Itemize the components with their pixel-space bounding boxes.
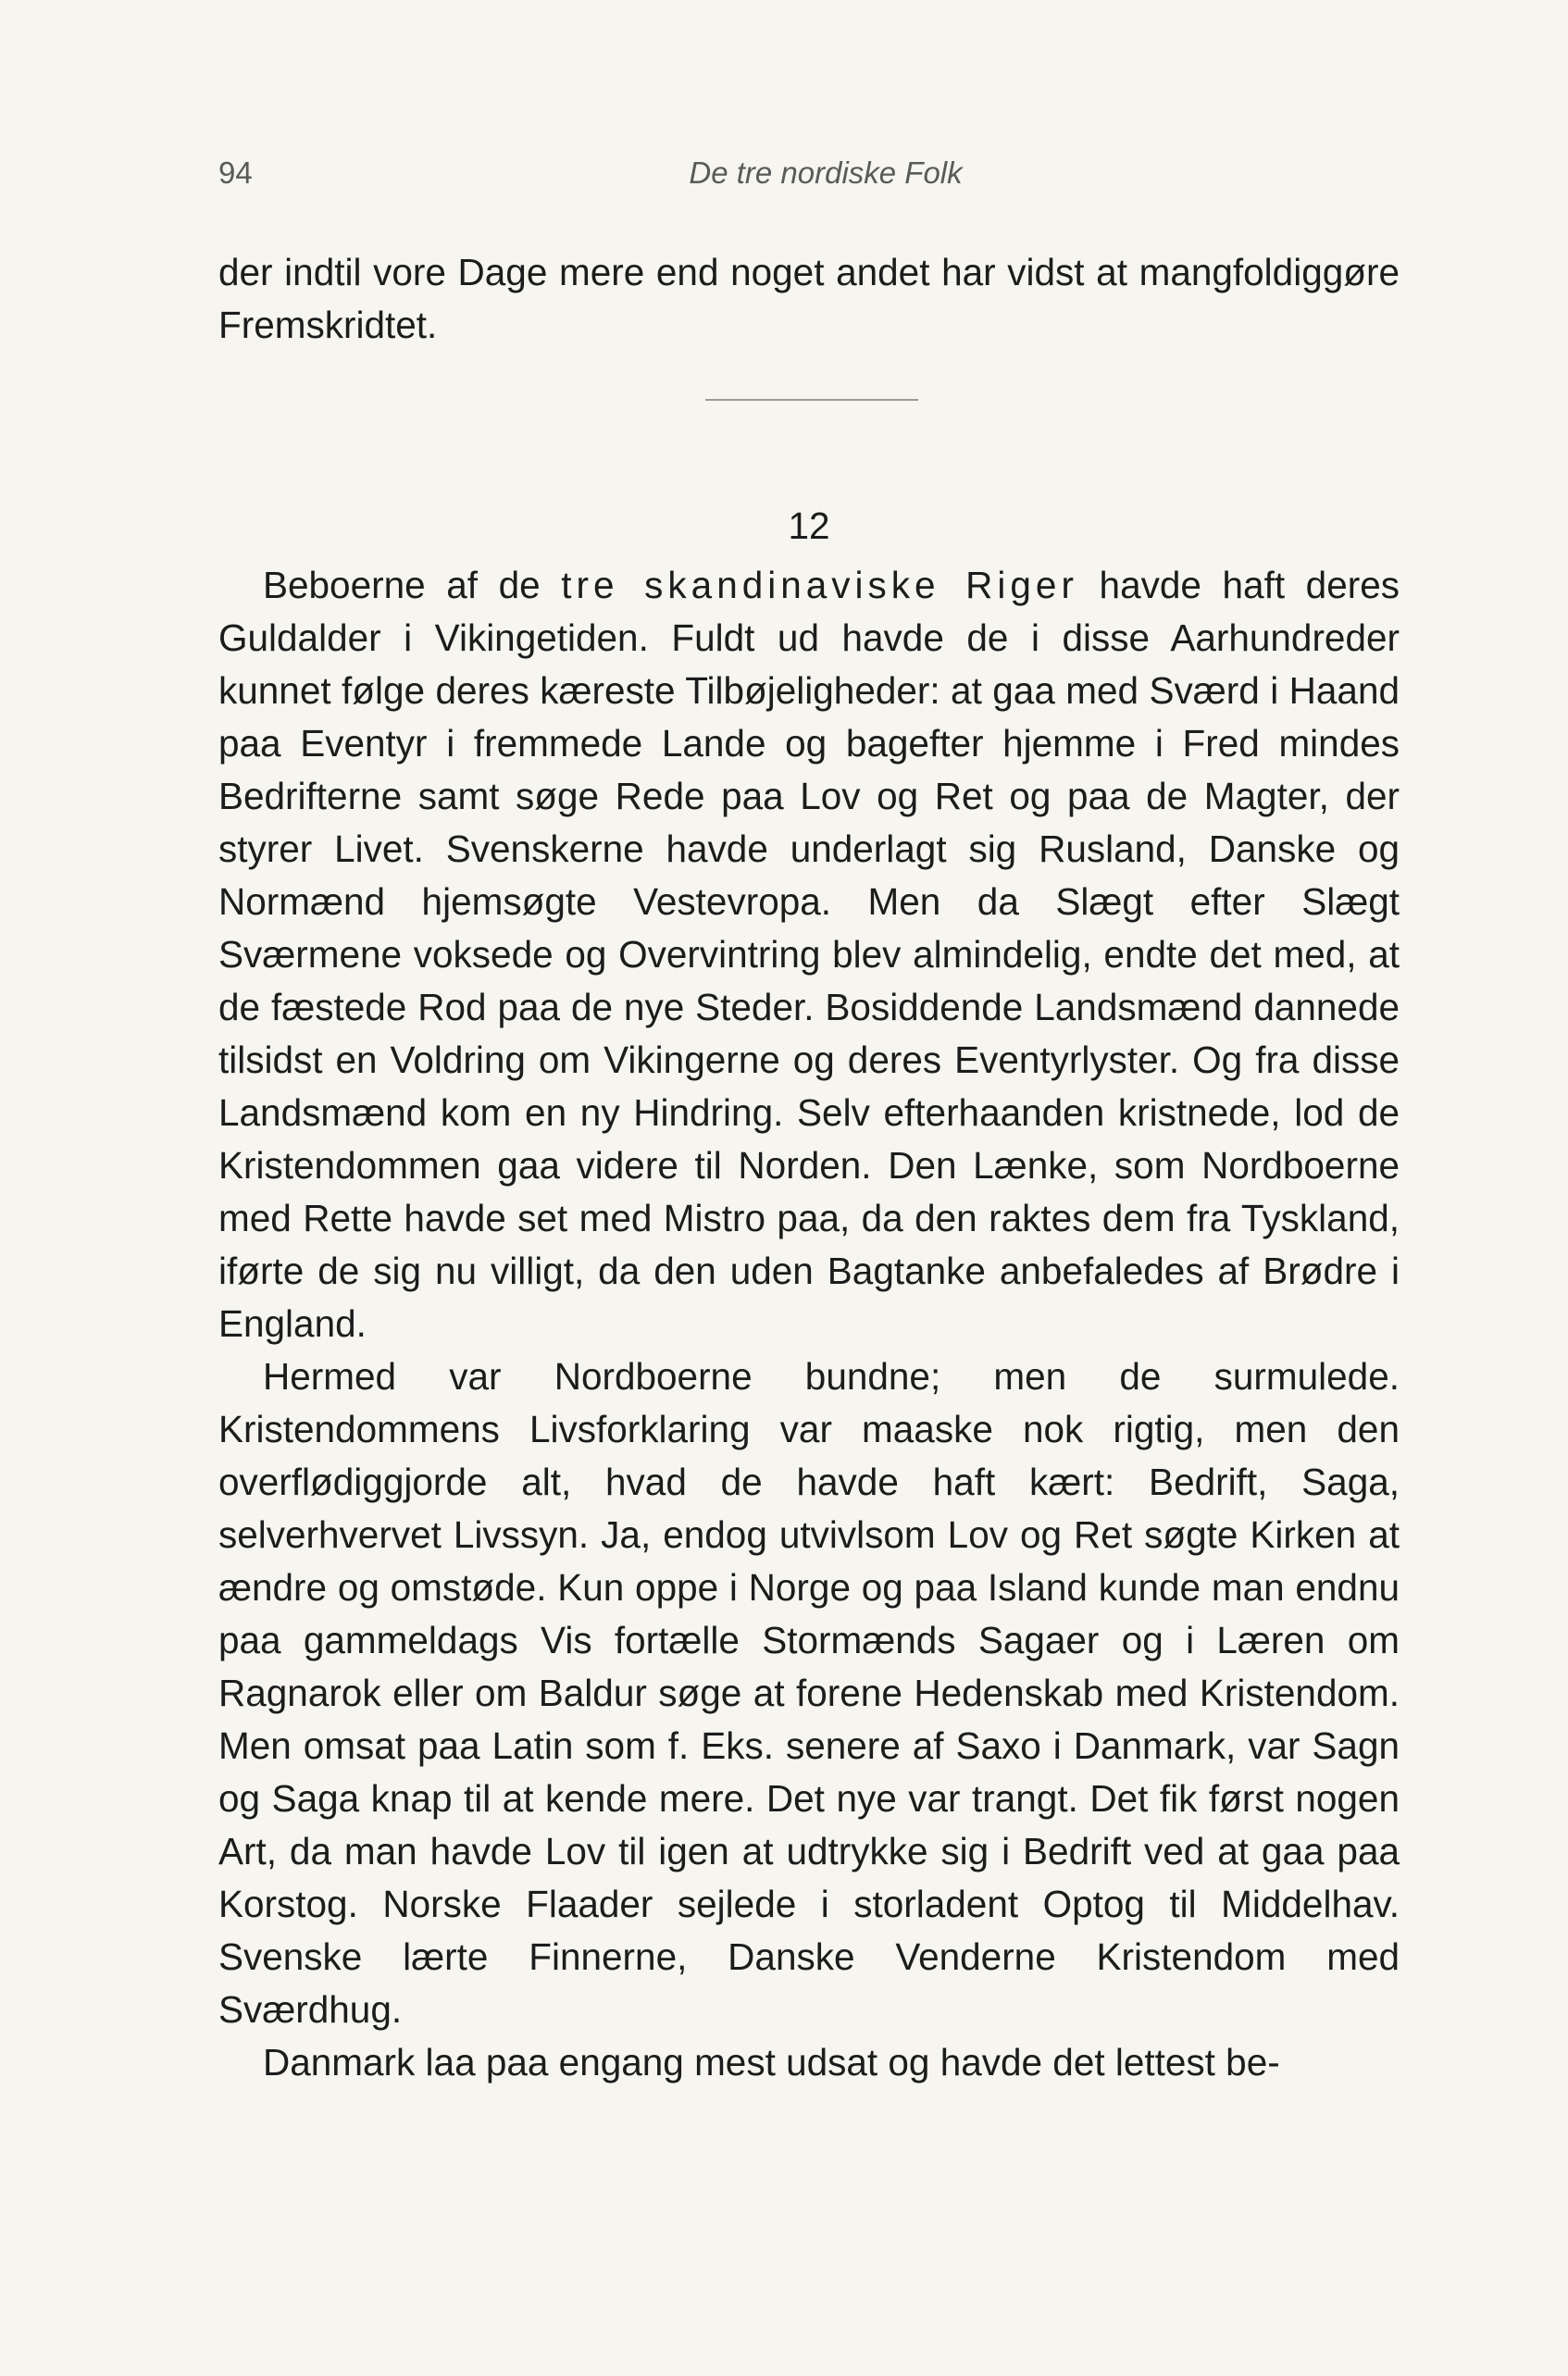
continuation-paragraph: der indtil vore Dage mere end noget andet har vidst at mangfoldiggøre Fremskridtet. bbox=[218, 251, 1400, 346]
paragraph-1-spaced-phrase: tre skandinaviske Riger bbox=[561, 564, 1078, 606]
running-title: De tre nordiske Folk bbox=[689, 155, 963, 190]
paragraph-1-rest: havde haft deres Guldalder i Vikingetiden. Fuldt ud havde de i disse Aarhundreder kunnet følge deres kæreste Tilbøjeligheder: at gaa med Sværd i Haand paa Eventyr i fremmede Lande og bagefter hjemme i Fred mindes Bedrifterne samt søge Rede paa Lov og Ret og paa de Magter, der styrer Livet. Svenskerne havde underlagt sig Rusland, Danske og Normænd hjemsøgte Vestevropa. Men da Slægt efter Slægt Sværmene voksede og Overvintring blev almindelig, endte det med, at de fæstede Rod paa de nye Steder. Bosiddende Landsmænd dannede tilsidst en Voldring om Vikingerne og deres Eventyrlyster. Og fra disse Landsmænd kom en ny Hindring. Selv efterhaanden kristnede, lod de Kristendommen gaa videre til Norden. Den Lænke, som Nordboerne med Rette havde set med Mistro paa, da den raktes dem fra Tyskland, iførte de sig nu villigt, da den uden Bagtanke anbefaledes af Brødre i England. bbox=[218, 564, 1400, 1345]
paragraph-2: Hermed var Nordboerne bundne; men de surmulede. Kristendommens Livsforklaring var maaske nok rigtig, men den overflødiggjorde alt, hvad de havde haft kært: Bedrift, Saga, selverhvervet Livssyn. Ja, endog utvivlsom Lov og Ret søgte Kirken at ændre og omstøde. Kun oppe i Norge og paa Island kunde man endnu paa gammeldags Vis fortælle Stormænds Sagaer og i Læren om Ragnarok eller om Baldur søge at forene Hedenskab med Kristendom. Men omsat paa Latin som f. Eks. senere af Saxo i Danmark, var Sagn og Saga knap til at kende mere. Det nye var trangt. Det fik først nogen Art, da man havde Lov til igen at udtrykke sig i Bedrift ved at gaa paa Korstog. Norske Flaader sejlede i storladent Optog til Middelhav. Svenske lærte Finnerne, Danske Venderne Kristendom med Sværdhug. bbox=[218, 1355, 1400, 2031]
paragraph-1 bbox=[218, 559, 1400, 1350]
section-divider bbox=[705, 399, 918, 401]
section-number: 12 bbox=[788, 504, 830, 547]
section-text-block bbox=[218, 559, 1400, 2089]
paragraph-1-lead: Beboerne af de bbox=[263, 564, 562, 606]
page-number: 94 bbox=[218, 155, 253, 190]
running-head bbox=[218, 155, 1433, 202]
paragraph-3: Danmark laa paa engang mest udsat og havde det lettest be- bbox=[263, 2041, 1280, 2084]
continuation-text-block bbox=[218, 246, 1400, 352]
